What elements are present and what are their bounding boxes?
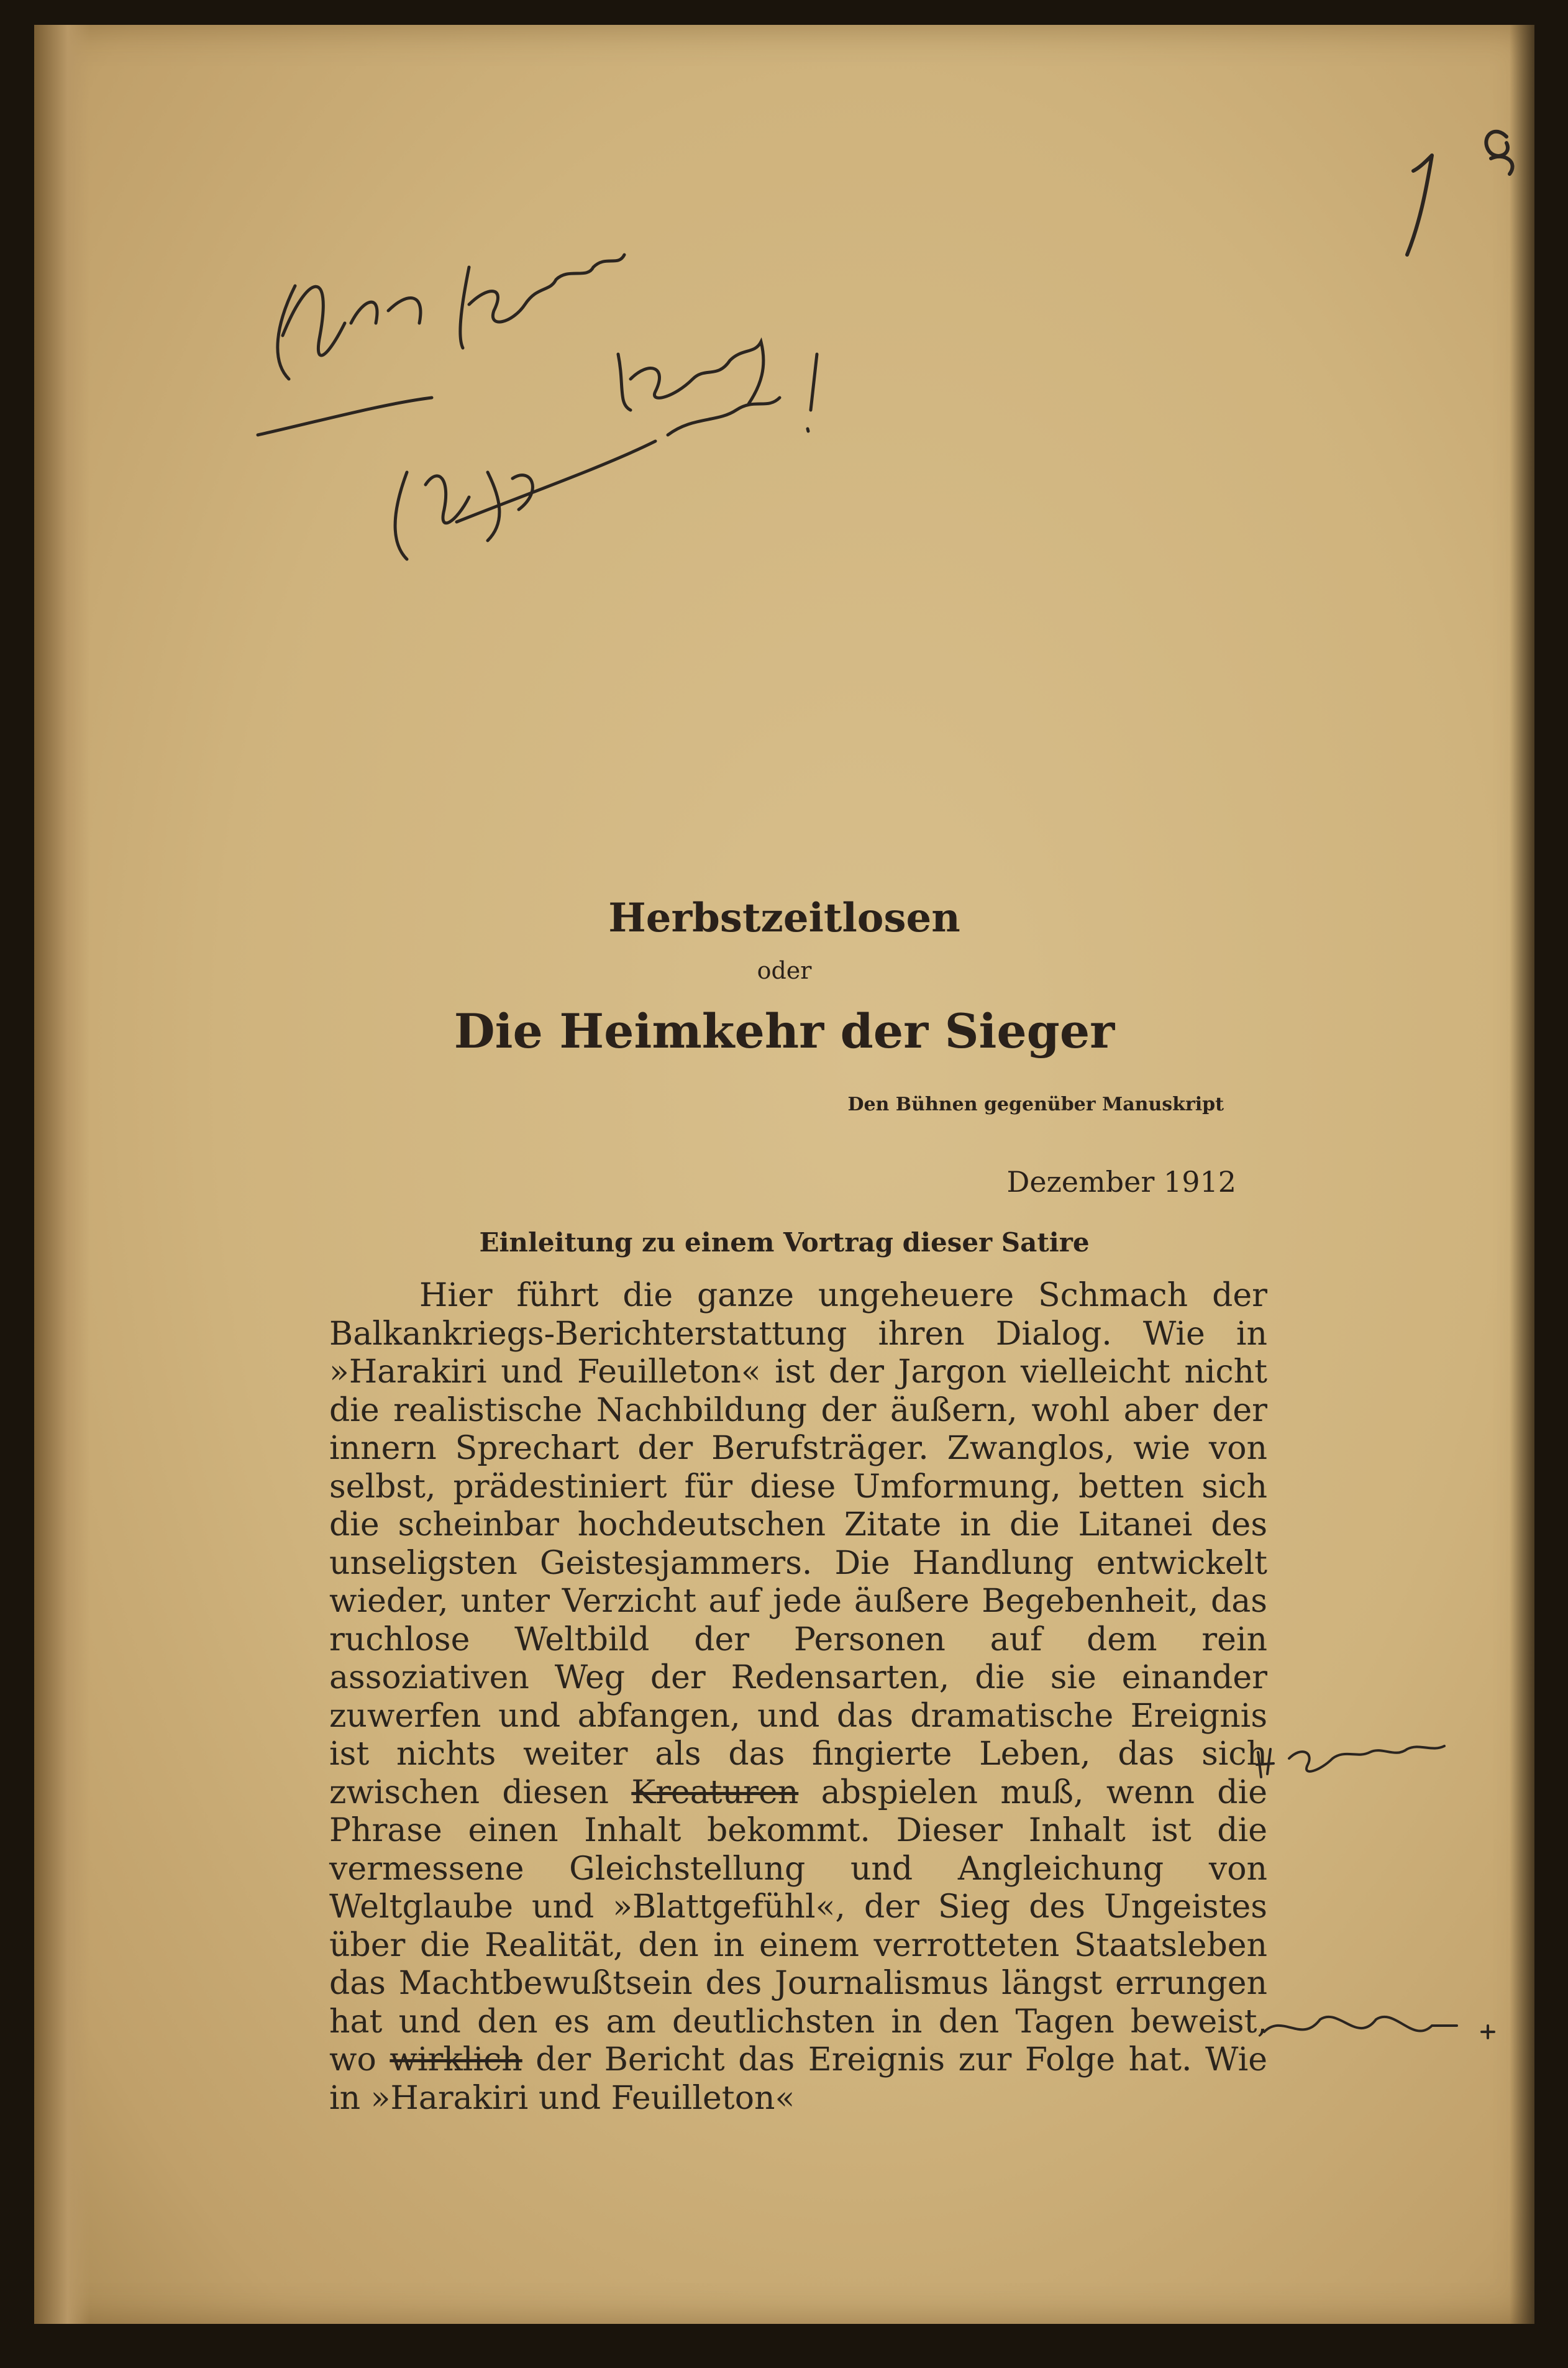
body-part-2: abspielen muß, wenn die Phrase einen Inhalt bekommt. Dieser Inhalt ist die vermessene Gleichstellung und Angleichung von Weltglaube und »Blattgefühl«, der Sieg des Ungeistes über die Realität, den in einem verrotteten Staatsleben das Machtbewußtsein des Journalismus längst errungen hat und den es am deutlichsten in den Tagen beweist, wo bbox=[329, 1773, 1267, 2078]
margin-note-right bbox=[1246, 1715, 1506, 1790]
body-part-1: Hier führt die ganze ungeheuere Schmach der Balkankriegs-Berichterstattung ihren Dialog. Wie in »Harakiri und Feuilleton« ist der Jargon vielleicht nicht die realistische Nachbildung der äußern, wohl aber der innern Sprechart der Berufsträger. Zwanglos, wie von selbst, prädestiniert für diese Umformung, betten sich die scheinbar hochdeutschen Zitate in die Litanei des unseligsten Geistesjammers. Die Handlung entwickelt wieder, unter Verzicht auf jede äußere Begebenheit, das ruchlose Weltbild der Personen auf dem rein assoziativen Weg der Redensarten, die sie einander zuwerfen und abfangen, und das dramatische Ereignis ist nichts weiter als das fingierte Leben, das sich zwischen diesen bbox=[329, 1277, 1267, 1811]
binding-edge bbox=[34, 25, 90, 2324]
document-subtitle: Die Heimkehr der Sieger bbox=[454, 1003, 1115, 1059]
body-part-3: der Bericht das Ereignis zur Folge hat. Wie in »Harakiri und Feuilleton« bbox=[329, 2041, 1267, 2117]
stage-note: Den Bühnen gegenüber Manuskript bbox=[847, 1094, 1224, 1115]
struck-word-2: wirklich bbox=[390, 2041, 522, 2078]
body-paragraph bbox=[329, 1277, 1267, 2118]
body-text bbox=[329, 1277, 1267, 2118]
title-connector: oder bbox=[757, 957, 812, 984]
section-heading: Einleitung zu einem Vortrag dieser Satire bbox=[479, 1227, 1090, 1258]
margin-correction-right bbox=[1246, 1988, 1525, 2063]
document-title: Herbstzeitlosen bbox=[608, 895, 960, 941]
page-edge-shadow bbox=[1510, 25, 1534, 2324]
handwritten-note-top-left bbox=[221, 199, 966, 603]
document-date: Dezember 1912 bbox=[1006, 1165, 1236, 1199]
page-number-mark bbox=[1370, 99, 1531, 286]
struck-word-1: Kreaturen bbox=[631, 1773, 799, 1811]
document-page bbox=[34, 25, 1534, 2324]
